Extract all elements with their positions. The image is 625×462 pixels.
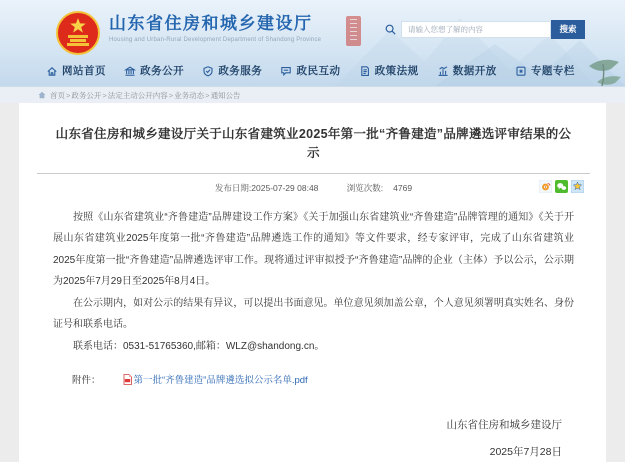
paragraph-contact: 联系电话：0531-51765360,邮箱：WLZ@shandong.cn。 bbox=[73, 340, 325, 352]
star-page-icon bbox=[515, 65, 527, 77]
qzone-share-icon[interactable] bbox=[571, 180, 584, 193]
pdf-icon bbox=[104, 374, 132, 390]
publish-date-label: 发布日期: bbox=[214, 182, 252, 193]
breadcrumb bbox=[0, 86, 625, 103]
attachment-row bbox=[53, 374, 574, 390]
nav-item-label: 政策法规 bbox=[374, 65, 419, 77]
nav-item-policies[interactable] bbox=[359, 63, 419, 78]
article-meta bbox=[53, 174, 574, 194]
publish-date bbox=[215, 183, 321, 193]
national-emblem-logo bbox=[56, 11, 100, 55]
nav-item-label: 数据开放 bbox=[452, 65, 497, 77]
publish-date-value: 2025-07-29 08:48 bbox=[251, 182, 319, 193]
site-branding bbox=[109, 11, 321, 43]
breadcrumb-item-home[interactable]: 首页 bbox=[50, 90, 65, 100]
nav-item-open-data[interactable] bbox=[437, 63, 497, 78]
nav-item-gov-services[interactable] bbox=[202, 63, 262, 78]
article-card bbox=[19, 103, 606, 462]
main-nav bbox=[0, 63, 625, 78]
site-header bbox=[0, 0, 625, 86]
article-body bbox=[53, 207, 574, 358]
breadcrumb-item-disclosure[interactable]: 政务公开 bbox=[71, 90, 102, 100]
bar-chart-icon bbox=[437, 65, 449, 77]
search-input[interactable] bbox=[401, 21, 551, 38]
breadcrumb-item-notices[interactable]: 通知公告 bbox=[210, 90, 241, 100]
nav-item-public-interaction[interactable] bbox=[280, 63, 340, 78]
site-search bbox=[385, 20, 585, 39]
shield-icon bbox=[202, 65, 214, 77]
nav-item-label: 网站首页 bbox=[62, 65, 106, 77]
bank-icon bbox=[124, 65, 136, 77]
attachment-link[interactable]: 第一批“齐鲁建造”品牌遴选拟公示名单.pdf bbox=[133, 375, 308, 387]
paragraph-objection: 在公示期内，如对公示的结果有异议，可以提出书面意见。单位意见须加盖公章，个人意见须署明真实姓名、身份证号和联系电话。 bbox=[53, 297, 574, 331]
search-button[interactable]: 搜索 bbox=[551, 20, 585, 39]
breadcrumb-item-statutory-content[interactable]: 法定主动公开内容 bbox=[107, 90, 168, 100]
attachment-label: 附件： bbox=[72, 375, 101, 387]
site-title-english: Housing and Urban-Rural Development Department of Shandong Province bbox=[109, 37, 322, 44]
nav-item-label: 政民互动 bbox=[296, 65, 341, 77]
signature-org: 山东省住房和城乡建设厅 bbox=[446, 419, 562, 432]
wechat-share-icon[interactable] bbox=[555, 180, 568, 193]
share-toolbar bbox=[539, 180, 584, 193]
nav-item-label: 政务公开 bbox=[140, 65, 185, 77]
nav-item-label: 专题专栏 bbox=[530, 65, 575, 77]
nav-item-gov-disclosure[interactable] bbox=[124, 63, 184, 78]
signature-date: 2025年7月28日 bbox=[489, 446, 562, 459]
nav-item-home[interactable] bbox=[46, 63, 106, 78]
document-icon bbox=[359, 65, 371, 77]
nav-item-special-topics[interactable] bbox=[515, 63, 575, 78]
nav-item-label: 政务服务 bbox=[218, 65, 263, 77]
breadcrumb-home-icon bbox=[38, 91, 46, 99]
view-count-label: 浏览次数: bbox=[346, 182, 384, 193]
breadcrumb-separator: > bbox=[66, 90, 71, 100]
weibo-share-icon[interactable] bbox=[539, 180, 552, 193]
paragraph-intro: 按照《山东省建筑业“齐鲁建造”品牌建设工作方案》《关于加强山东省建筑业“齐鲁建造”品牌管理的通知》《关于开展山东省建筑业2025年度第一批“齐鲁建造”品牌遴选工作的通知》等文件要求，经专家评审，完成了山东省建筑业2025年度第一批“齐鲁建造”品牌遴选评审工作。现将通过评审拟授予“齐鲁建造”品牌的企业（主体）予以公示，公示期为2025年7月29日至2025年8月4日。 bbox=[53, 211, 574, 288]
search-icon bbox=[385, 24, 396, 35]
view-count-value: 4769 bbox=[393, 182, 413, 193]
page-title: 山东省住房和城乡建设厅关于山东省建筑业2025年第一批“齐鲁建造”品牌遴选评审结果的公示 bbox=[55, 127, 572, 161]
breadcrumb-separator: > bbox=[168, 90, 174, 100]
site-title: 山东省住房和城乡建设厅 bbox=[109, 14, 313, 33]
breadcrumb-separator: > bbox=[205, 90, 210, 100]
home-icon bbox=[46, 65, 58, 77]
view-count bbox=[347, 183, 412, 193]
breadcrumb-separator: > bbox=[102, 90, 107, 100]
chat-icon bbox=[280, 65, 292, 77]
breadcrumb-item-business-updates[interactable]: 业务动态 bbox=[174, 90, 205, 100]
